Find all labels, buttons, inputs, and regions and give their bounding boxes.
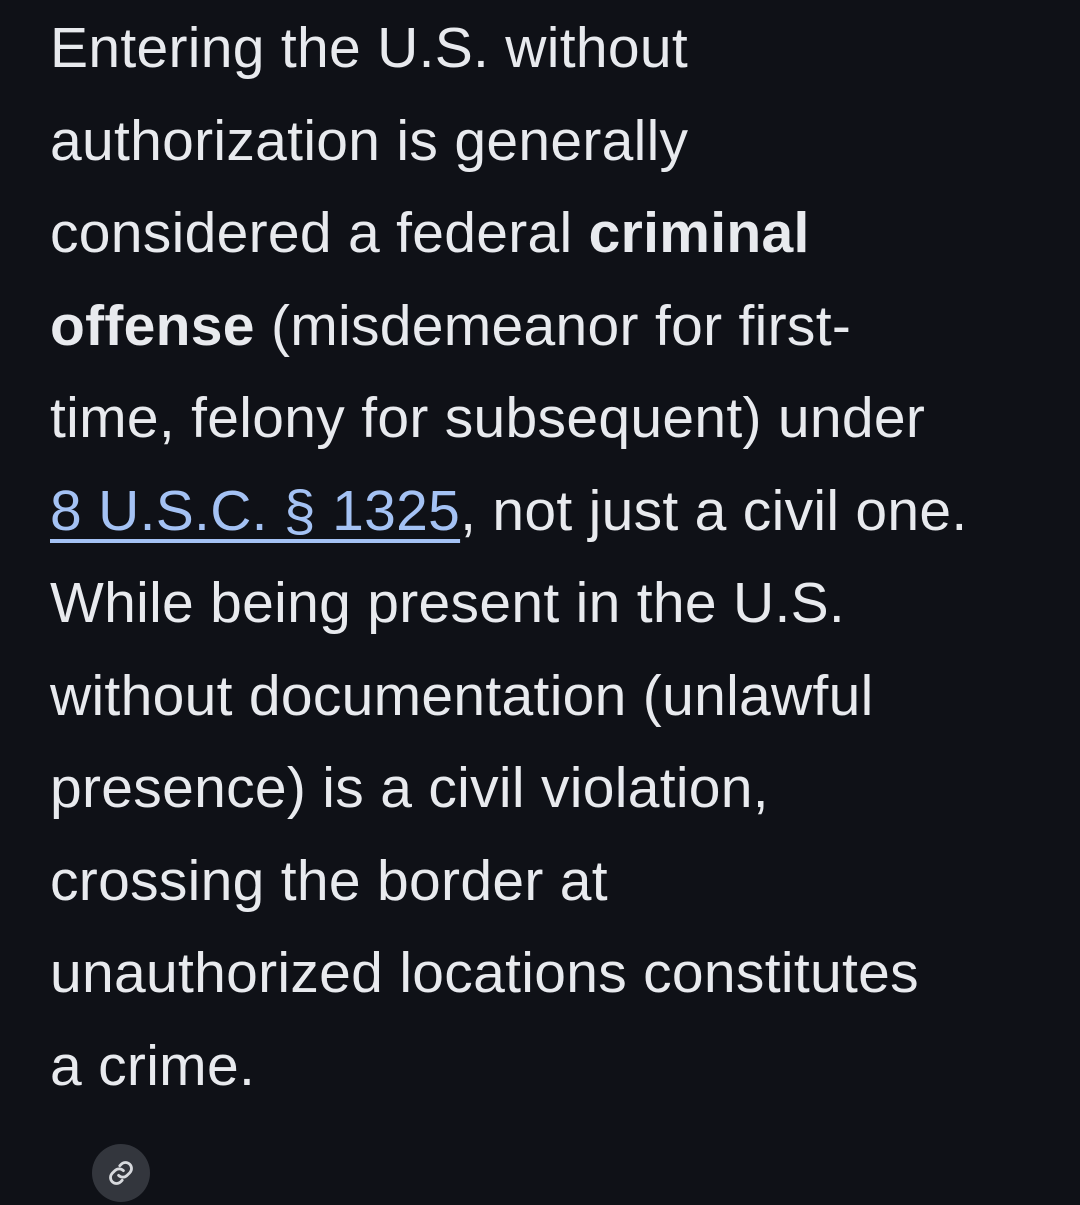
body-text: crossing the border at [50,848,608,913]
emphasized-text: offense [50,293,255,358]
body-text: considered a federal [50,201,589,265]
message-line [50,465,1050,558]
message-line [50,372,1050,465]
message-line [50,280,1050,373]
message-line [50,835,1050,928]
emphasized-text: criminal [588,201,810,265]
message-line [50,187,1050,280]
usc-1325-link[interactable]: 8 U.S.C. § 1325 [50,478,461,543]
body-text: a crime. [50,1033,272,1098]
body-text: without documentation (unlawful [50,663,874,728]
body-text: , not just a civil one. [460,478,968,543]
link-icon [105,1157,137,1189]
citation-link-button[interactable] [92,1144,150,1202]
body-text: (misdemeanor for first- [254,293,852,358]
message-line [50,650,1050,743]
body-text: unauthorized locations constitutes [50,941,919,1005]
message-text [50,2,1050,1205]
body-text: Entering the U.S. without [50,16,689,80]
body-text: time, felony for subsequent) under [50,386,926,450]
message-line [50,1020,1050,1205]
body-text: presence) is a civil violation, [50,756,769,820]
message-line [50,557,1050,650]
message-line [50,2,1050,95]
body-text: While being present in the U.S. [50,571,846,635]
body-text: authorization is generally [50,108,689,173]
message-line [50,927,1050,1020]
message-line [50,95,1050,188]
message-line [50,742,1050,835]
